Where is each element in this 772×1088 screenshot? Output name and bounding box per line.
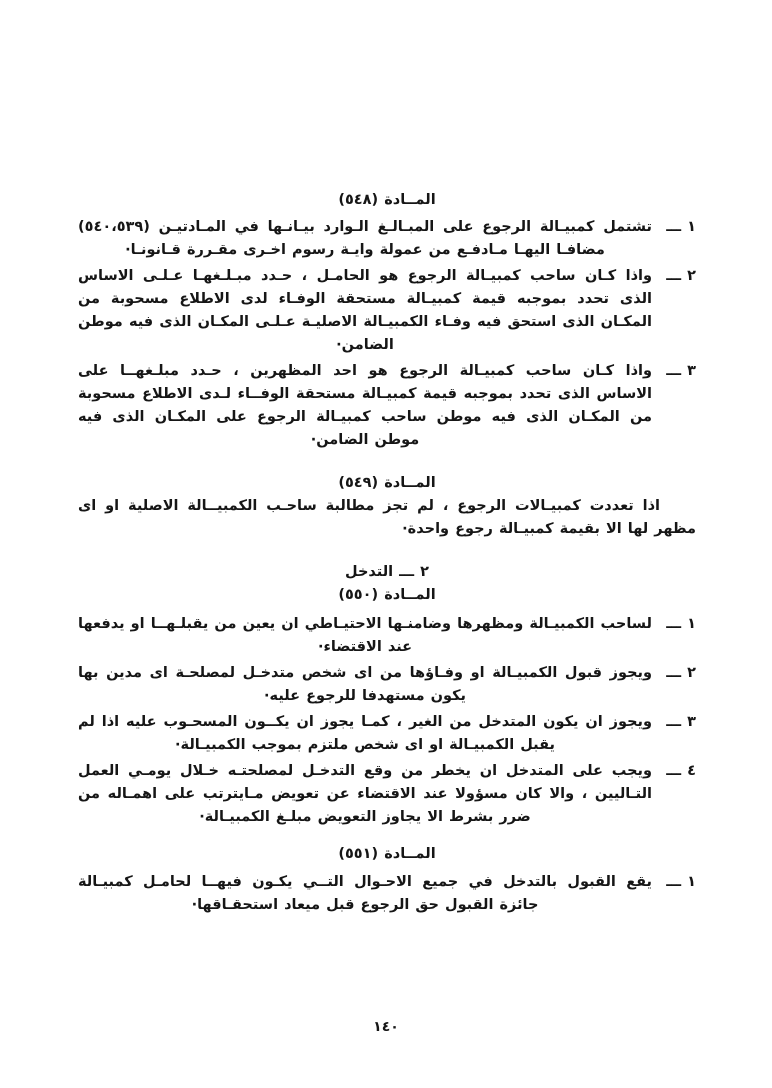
article-550-item-3 bbox=[78, 711, 696, 757]
item-marker: ١ ـــ bbox=[666, 874, 696, 890]
article-548-heading: المــادة (٥٤٨) bbox=[338, 192, 436, 208]
article-551-heading: المــادة (٥٥١) bbox=[338, 846, 436, 862]
article-548-item-2 bbox=[78, 265, 696, 357]
item-text: يقع القبول بالتدخل في جميع الاحـوال التــي يكـون فيهــا لحامـل كمبيـالة جائزة القبول حق الرجوع قبل ميعاد استحقـاقها· bbox=[78, 874, 652, 913]
article-550-item-4 bbox=[78, 760, 696, 829]
item-marker: ٢ ـــ bbox=[666, 268, 696, 284]
article-551-item-1 bbox=[78, 871, 696, 917]
item-text: ويجوز قبول الكمبيـالة او وفـاؤها من اى شخص متدخـل لمصلحـة اى مدين بها يكون مستهدفا للرجوع عليه· bbox=[78, 665, 652, 704]
item-text: تشتمل كمبيـالة الرجوع على المبـالـغ الـوارد بيـانـها في المـادتيـن (٥٤٠،٥٣٩) مضافـا اليهـا مـادفـع من عمولة وايـة رسوم اخـرى مقـررة قـانونـا· bbox=[78, 219, 652, 258]
article-548-item-1 bbox=[78, 216, 696, 262]
document-body bbox=[78, 189, 696, 920]
article-548-item-3 bbox=[78, 360, 696, 452]
item-text: واذا كـان ساحب كمبيـالة الرجوع هو احد المظهرين ، حـدد مبلـغهــا على الاساس الذى تحدد بموجبه قيمة كمبيـالة مستحقة الوفــاء لـدى الاطلاع مسحوبة من المكـان الذى فيه موطن ساحب كمبيـالة الرجوع على المكـان الذى فيه موطن الضامن· bbox=[78, 363, 652, 448]
article-550-item-1 bbox=[78, 613, 696, 659]
item-text: لساحب الكمبيـالة ومظهرها وضامنـها الاحتيـاطي ان يعين من يقبلـهــا او يدفعها عند الاقتضاء· bbox=[78, 616, 652, 655]
item-text: ويجب على المتدخل ان يخطر من وقع التدخـل لمصلحتـه خـلال يومـي العمل التـاليين ، والا كان مسؤولا عند الاقتضاء عن تعويض مـايترتب على اهمـاله من ضرر بشرط الا يجاوز التعويض مبلـغ الكمبيـالة· bbox=[78, 763, 652, 825]
article-550-item-2 bbox=[78, 662, 696, 708]
item-marker: ١ ـــ bbox=[666, 219, 696, 235]
article-549-body: اذا تعددت كمبيـالات الرجوع ، لم تجز مطالبة ساحـب الكمبيــالة الاصلية او اى مظهر لها الا بقيمة كمبيـالة رجوع واحدة· bbox=[78, 498, 696, 537]
item-marker: ٣ ـــ bbox=[666, 363, 696, 379]
item-marker: ٣ ـــ bbox=[666, 714, 696, 730]
item-marker: ٤ ـــ bbox=[666, 763, 696, 779]
item-text: واذا كـان ساحب كمبيـالة الرجوع هو الحامـل ، حـدد مبـلـغهـا عـلـى الاساس الذى تحدد بموجبه قيمة كمبيـالة مستحقة الوفـاء لدى الاطلاع مسحوبة من المكـان الذى استحق فيه وفـاء الكمبيـالة الاصليـة عـلـى المكـان الذى فيه موطن الضامن· bbox=[78, 268, 652, 353]
section-2-heading: ٢ ـــ التدخل bbox=[345, 564, 429, 580]
page-number: ١٤٠ bbox=[373, 1019, 399, 1035]
article-550-heading: المــادة (٥٥٠) bbox=[338, 587, 436, 603]
item-marker: ٢ ـــ bbox=[666, 665, 696, 681]
item-text: ويجوز ان يكون المتدخل من الغير ، كمـا يجوز ان يكــون المسحـوب عليه اذا لم يقبل الكمبيـالة او اى شخص ملتزم بموجب الكمبيـالة· bbox=[78, 714, 652, 753]
article-549-heading: المــادة (٥٤٩) bbox=[338, 475, 436, 491]
item-marker: ١ ـــ bbox=[666, 616, 696, 632]
